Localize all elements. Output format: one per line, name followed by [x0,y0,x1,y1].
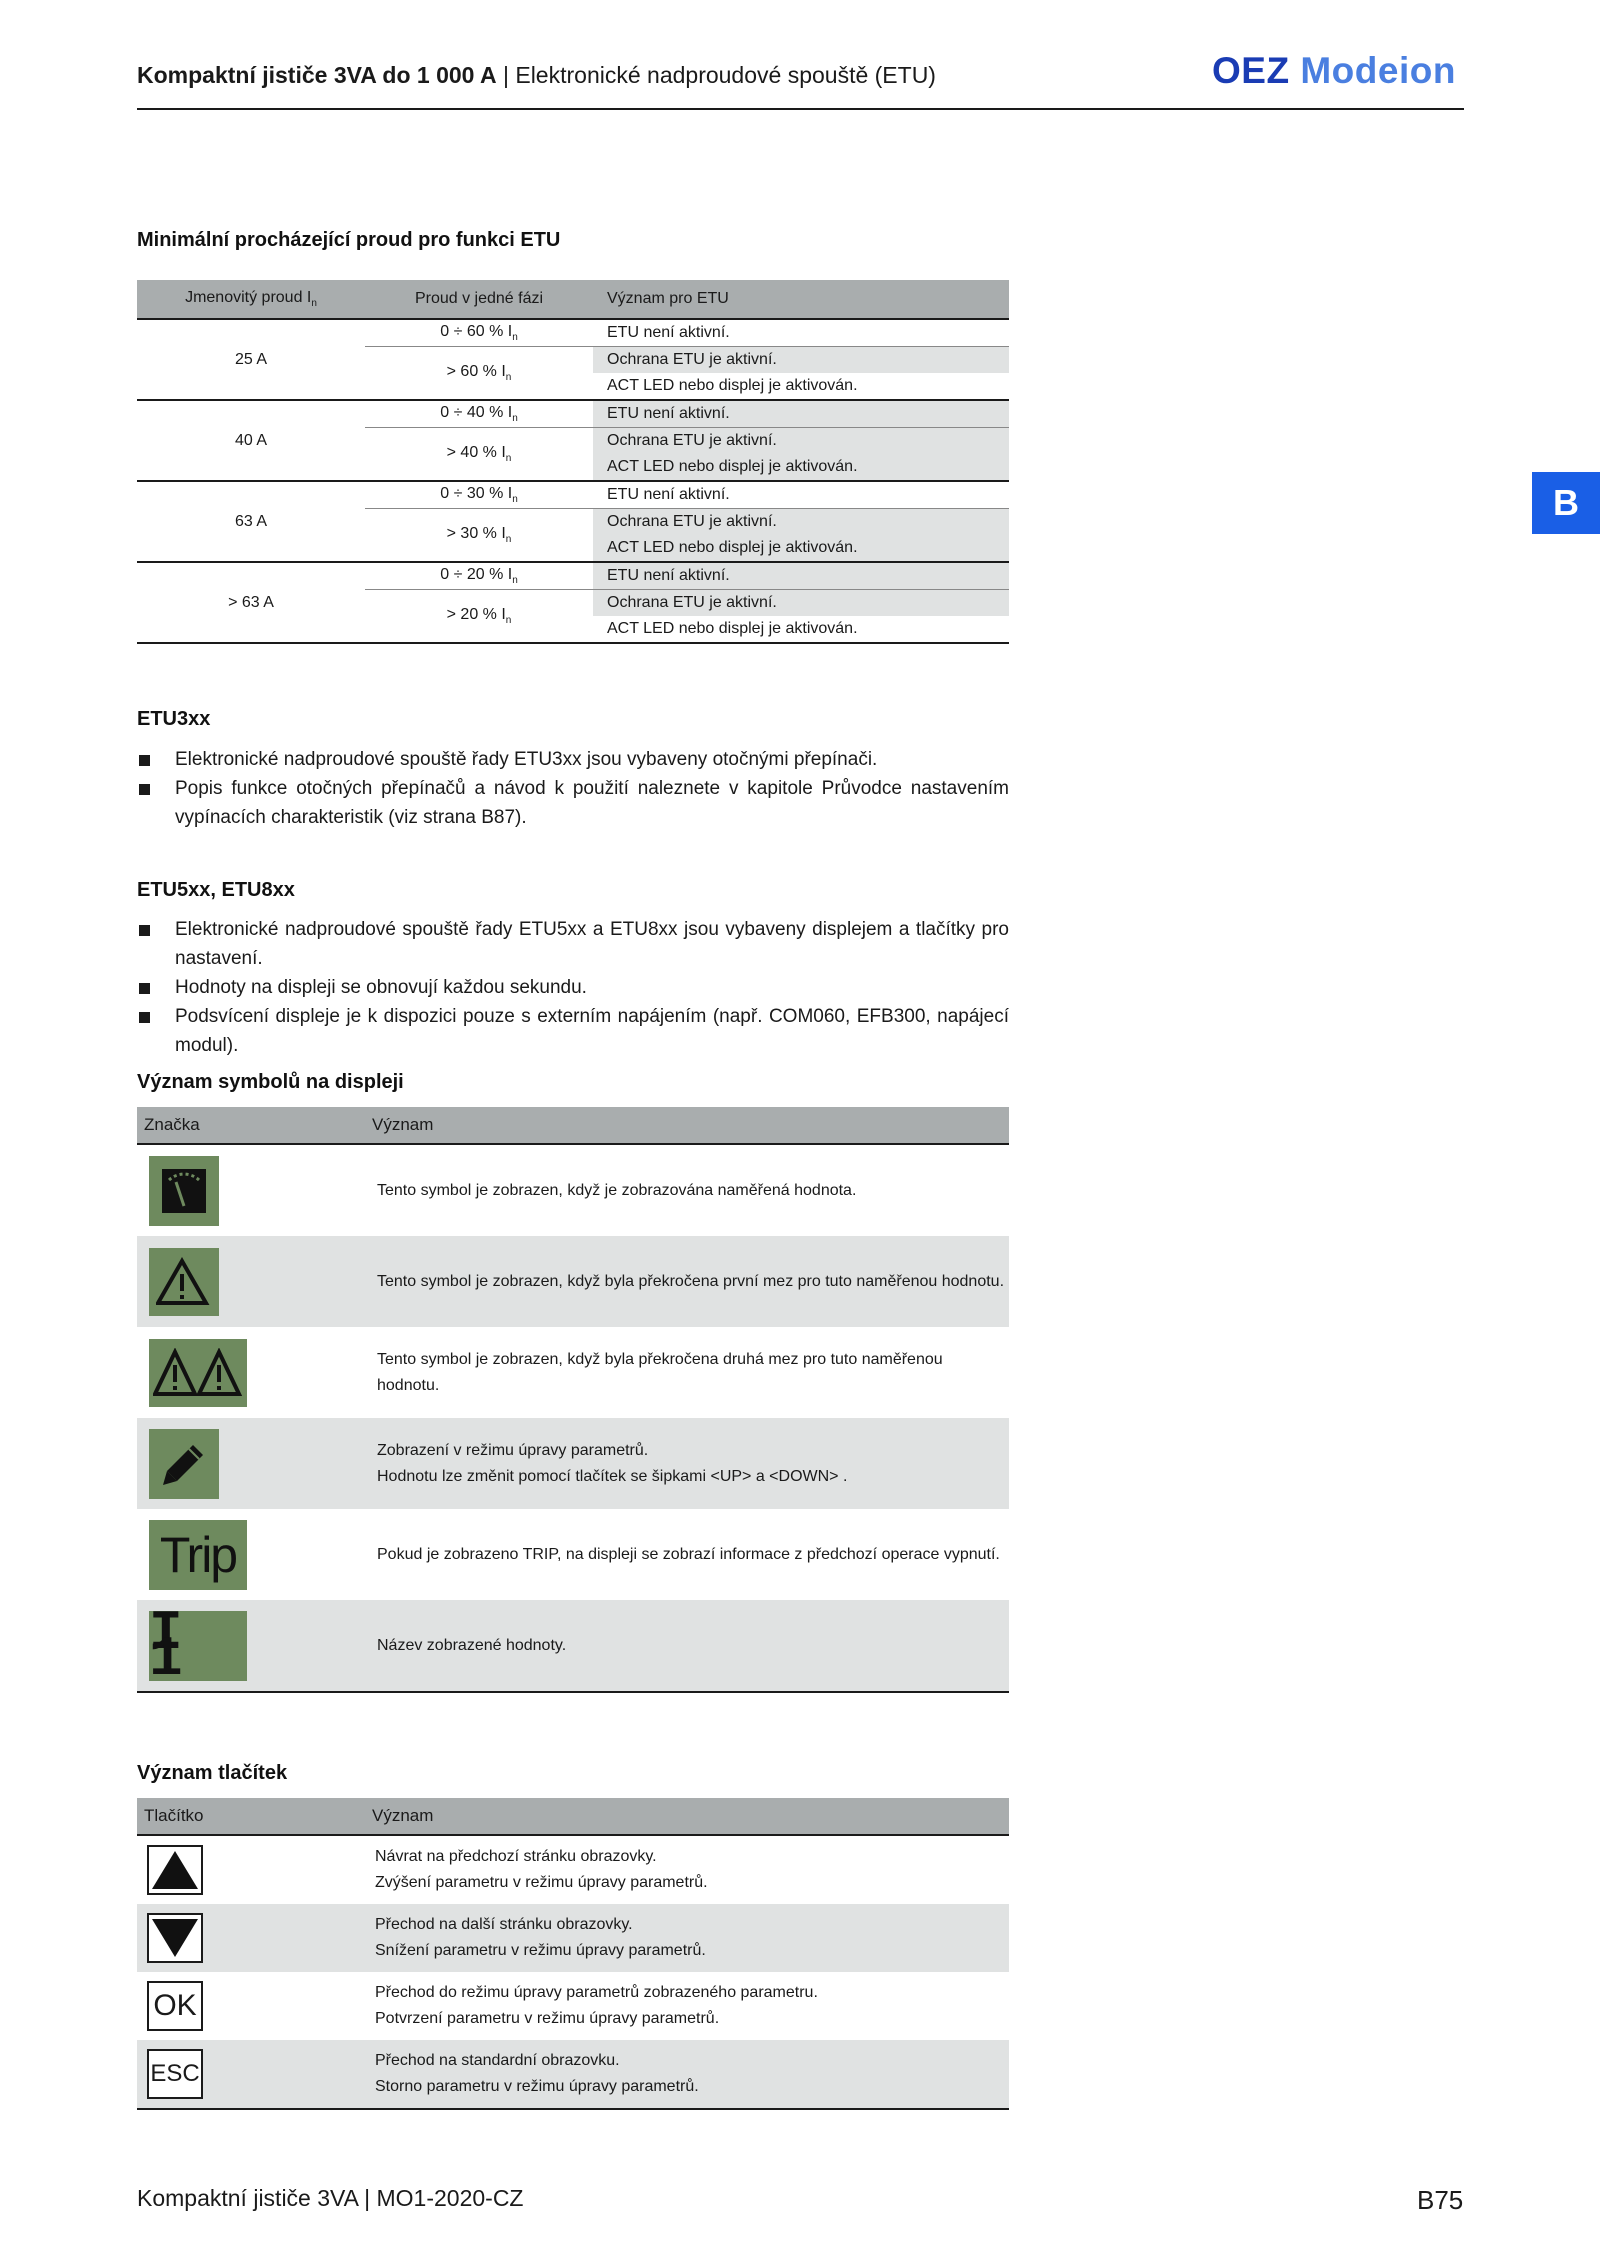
arrow-up-icon [147,1845,203,1895]
col-meaning: Význam [372,1115,434,1134]
table-row [137,400,1009,428]
button-meaning: Návrat na předchozí stránku obrazovky. Zvýšení parametru v režimu úpravy parametrů. [375,1848,708,1891]
phase-current-cell: 0 ÷ 20 % $I_n$ [365,562,593,590]
symbol-meaning: Tento symbol je zobrazen, když je zobrazována naměřená hodnota. [377,1181,857,1199]
meaning-cell: Ochrana ETU je aktivní. [593,347,1009,374]
table-row [137,1236,1009,1327]
buttons-title: Význam tlačítek [137,1762,288,1784]
symbol-meaning: Tento symbol je zobrazen, když byla překročena první mez pro tuto naměřenou hodnotu. [377,1272,1005,1290]
header-separator: | [502,62,509,88]
table-row [137,481,1009,509]
buttons-table [137,1798,1009,2110]
table-row [137,1836,1009,1904]
footer-doc-title: Kompaktní jističe 3VA | MO1-2020-CZ [137,2185,524,2211]
symbol-meaning: Zobrazení v režimu úpravy parametrů. Hodnotu lze změnit pomocí tlačítek se šipkami <UP> a <DOWN> . [377,1441,848,1485]
meaning-cell: ETU není aktivní. [593,400,1009,428]
phase-current-cell: > 40 % $I_n$ [365,428,593,482]
symbols-title: Význam symbolů na displeji [137,1071,404,1093]
arrow-down-icon [147,1913,203,1963]
list-item: Popis funkce otočných přepínačů a návod k použití naleznete v kapitole Průvodce nastavením vypínacích charakteristik (viz strana B87). [137,774,1009,832]
header-title [137,62,936,89]
button-meaning: Přechod na další stránku obrazovky. Snížení parametru v režimu úpravy parametrů. [375,1916,706,1959]
col-symbol: Značka [144,1115,200,1134]
table-row [137,1418,1009,1509]
logo-oez: OEZ [1212,50,1290,91]
rated-current-cell: 25 A [137,319,365,400]
phase-current-cell: 0 ÷ 40 % $I_n$ [365,400,593,428]
phase-current-cell: > 20 % $I_n$ [365,590,593,644]
header-title-rest: Elektronické nadproudové spouště (ETU) [515,62,936,88]
meaning-cell: ETU není aktivní. [593,562,1009,590]
etu58-title: ETU5xx, ETU8xx [137,879,295,901]
list-item: Elektronické nadproudové spouště řady ETU5xx a ETU8xx jsou vybaveny displejem a tlačítky pro nastavení. [137,915,1009,973]
table-row [137,1600,1009,1691]
col-meaning: Význam [372,1806,434,1825]
table-row [137,319,1009,347]
rated-current-cell: 63 A [137,481,365,562]
pencil-icon [149,1429,219,1499]
phase-current-cell: > 60 % $I_n$ [365,347,593,401]
logo-modeion: Modeion [1300,50,1456,91]
table-row [137,1904,1009,1972]
ok-key-icon: OK [147,1981,203,2031]
min-current-table [137,280,1009,644]
trip-icon: Trip [149,1520,247,1590]
phase-current-cell: > 30 % $I_n$ [365,509,593,563]
table-row [137,1145,1009,1236]
table-row [137,562,1009,590]
list-item: Podsvícení displeje je k dispozici pouze s externím napájením (např. COM060, EFB300, napájecí modul). [137,1002,1009,1060]
symbol-meaning: Tento symbol je zobrazen, když byla překročena druhá mez pro tuto naměřenou hodnotu. [377,1350,943,1394]
meaning-cell: ETU není aktivní. [593,481,1009,509]
section-tab-b: B [1532,472,1600,534]
table-row [137,1509,1009,1600]
meaning-cell: ACT LED nebo displej je aktivován. [593,616,1009,643]
meaning-cell: ACT LED nebo displej je aktivován. [593,454,1009,481]
meaning-cell: ACT LED nebo displej je aktivován. [593,373,1009,400]
symbols-header [137,1107,1009,1145]
phase-current-cell: 0 ÷ 30 % $I_n$ [365,481,593,509]
button-meaning: Přechod do režimu úpravy parametrů zobrazeného parametru. Potvrzení parametru v režimu úpravy parametrů. [375,1984,818,2027]
meaning-cell: Ochrana ETU je aktivní. [593,428,1009,455]
col-phase-current: Proud v jedné fázi [365,280,593,319]
etu3-list [137,745,1009,832]
rated-current-cell: 40 A [137,400,365,481]
rated-current-cell: > 63 A [137,562,365,643]
col-etu-meaning: Význam pro ETU [593,280,1009,319]
page-number: B75 [1417,2185,1464,2215]
esc-key-icon: ESC [147,2049,203,2099]
etu3-title: ETU3xx [137,708,211,730]
header-title-bold: Kompaktní jističe 3VA do 1 000 A [137,62,497,88]
list-item: Hodnoty na displeji se obnovují každou sekundu. [137,973,1009,1002]
list-item: Elektronické nadproudové spouště řady ETU3xx jsou vybaveny otočnými přepínači. [137,745,1009,774]
meaning-cell: Ochrana ETU je aktivní. [593,509,1009,536]
table-row [137,1972,1009,2040]
button-meaning: Přechod na standardní obrazovku. Storno parametru v režimu úpravy parametrů. [375,2052,699,2095]
double-warning-icon [149,1339,247,1407]
warning-icon [149,1248,219,1316]
phase-current-cell: 0 ÷ 60 % $I_n$ [365,319,593,347]
gauge-icon [149,1156,219,1226]
header-rule [137,108,1464,110]
symbol-meaning: Název zobrazené hodnoty. [377,1636,567,1654]
meaning-cell: Ochrana ETU je aktivní. [593,590,1009,617]
table-row [137,1327,1009,1418]
meaning-cell: ACT LED nebo displej je aktivován. [593,535,1009,562]
min-current-title: Minimální procházející proud pro funkci ETU [137,229,561,251]
meaning-cell: ETU není aktivní. [593,319,1009,347]
table-row [137,2040,1009,2108]
etu58-list [137,915,1009,1060]
symbol-meaning: Pokud je zobrazeno TRIP, na displeji se zobrazí informace z předchozí operace vypnutí. [377,1545,1000,1563]
col-button: Tlačítko [144,1806,204,1825]
oez-logo [1212,50,1456,92]
symbols-table [137,1107,1009,1693]
col-rated-current: Jmenovitý proud $I_n$ [137,280,365,319]
buttons-header [137,1798,1009,1836]
value-name-icon: I 1 [149,1611,247,1681]
